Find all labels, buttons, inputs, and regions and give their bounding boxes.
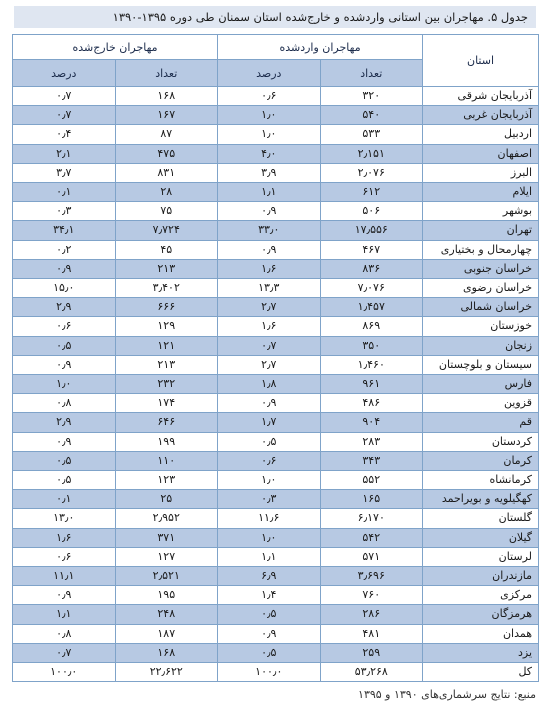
table-row (13, 624, 539, 643)
emigrants-count-cell: ۱۶۷ (115, 106, 218, 125)
emigrants-percent-cell: ۰٫۵ (13, 471, 116, 490)
emigrants-header: مهاجران خارج‌شده (13, 35, 218, 60)
province-cell: قم (423, 413, 539, 432)
table-row (13, 144, 539, 163)
immigrants-count-cell: ۲۵۹ (320, 643, 423, 662)
emigrants-count-header: تعداد (115, 60, 218, 87)
province-cell: کل (423, 663, 539, 682)
immigrants-count-cell: ۳۴۳ (320, 451, 423, 470)
emigrants-percent-cell: ۰٫۷ (13, 87, 116, 106)
emigrants-percent-cell: ۱۵٫۰ (13, 279, 116, 298)
emigrants-percent-cell: ۰٫۹ (13, 355, 116, 374)
emigrants-percent-cell: ۱٫۰ (13, 375, 116, 394)
immigrants-percent-cell: ۰٫۵ (218, 432, 321, 451)
immigrants-count-cell: ۳٫۶۹۶ (320, 567, 423, 586)
emigrants-percent-cell: ۱۳٫۰ (13, 509, 116, 528)
province-cell: کهگیلویه و بویراحمد (423, 490, 539, 509)
immigrants-count-header: تعداد (320, 60, 423, 87)
immigrants-percent-cell: ۱۰۰٫۰ (218, 663, 321, 682)
emigrants-count-cell: ۱۷۴ (115, 394, 218, 413)
province-cell: تهران (423, 221, 539, 240)
emigrants-percent-cell: ۲٫۱ (13, 144, 116, 163)
province-cell: گیلان (423, 528, 539, 547)
emigrants-count-cell: ۳۷۱ (115, 528, 218, 547)
emigrants-count-cell: ۳٫۴۰۲ (115, 279, 218, 298)
emigrants-count-cell: ۲۴۸ (115, 605, 218, 624)
table-row (13, 509, 539, 528)
table-row (13, 298, 539, 317)
immigrants-percent-cell: ۱٫۶ (218, 317, 321, 336)
emigrants-percent-header: درصد (13, 60, 116, 87)
immigrants-count-cell: ۲۸۳ (320, 432, 423, 451)
table-row (13, 106, 539, 125)
immigrants-percent-cell: ۳۳٫۰ (218, 221, 321, 240)
emigrants-count-cell: ۴۵ (115, 240, 218, 259)
table-row (13, 432, 539, 451)
emigrants-percent-cell: ۳۴٫۱ (13, 221, 116, 240)
emigrants-count-cell: ۸۳۱ (115, 163, 218, 182)
table-row (13, 528, 539, 547)
emigrants-count-cell: ۱۹۹ (115, 432, 218, 451)
emigrants-count-cell: ۶۶۶ (115, 298, 218, 317)
emigrants-count-cell: ۲۳۲ (115, 375, 218, 394)
immigrants-percent-cell: ۱٫۰ (218, 471, 321, 490)
table-row (13, 125, 539, 144)
emigrants-percent-cell: ۲٫۹ (13, 298, 116, 317)
table-row (13, 240, 539, 259)
immigrants-count-cell: ۱٫۴۵۷ (320, 298, 423, 317)
immigrants-percent-header: درصد (218, 60, 321, 87)
emigrants-percent-cell: ۰٫۳ (13, 202, 116, 221)
emigrants-percent-cell: ۰٫۹ (13, 259, 116, 278)
immigrants-header: مهاجران وارد‌شده (218, 35, 423, 60)
immigrants-percent-cell: ۰٫۹ (218, 394, 321, 413)
emigrants-percent-cell: ۱۰۰٫۰ (13, 663, 116, 682)
table-row (13, 375, 539, 394)
source-note: منبع: نتایج سرشماری‌های ۱۳۹۰ و ۱۳۹۵ (358, 688, 536, 701)
immigrants-percent-cell: ۱٫۰ (218, 106, 321, 125)
emigrants-percent-cell: ۱٫۱ (13, 605, 116, 624)
immigrants-percent-cell: ۰٫۳ (218, 490, 321, 509)
emigrants-percent-cell: ۰٫۲ (13, 240, 116, 259)
table-body (13, 87, 539, 682)
immigrants-percent-cell: ۱٫۱ (218, 547, 321, 566)
emigrants-count-cell: ۲۱۳ (115, 355, 218, 374)
immigrants-count-cell: ۲٫۱۵۱ (320, 144, 423, 163)
province-cell: لرستان (423, 547, 539, 566)
emigrants-count-cell: ۸۷ (115, 125, 218, 144)
immigrants-percent-cell: ۴٫۰ (218, 144, 321, 163)
table-row (13, 183, 539, 202)
immigrants-count-cell: ۳۵۰ (320, 336, 423, 355)
immigrants-percent-cell: ۱٫۷ (218, 413, 321, 432)
emigrants-count-cell: ۷٫۷۲۴ (115, 221, 218, 240)
immigrants-percent-cell: ۰٫۵ (218, 643, 321, 662)
immigrants-percent-cell: ۱٫۶ (218, 259, 321, 278)
emigrants-count-cell: ۴۷۵ (115, 144, 218, 163)
emigrants-count-cell: ۱۶۸ (115, 87, 218, 106)
province-cell: فارس (423, 375, 539, 394)
immigrants-count-cell: ۱۶۵ (320, 490, 423, 509)
emigrants-count-cell: ۲٫۵۲۱ (115, 567, 218, 586)
table-row (13, 163, 539, 182)
province-cell: گلستان (423, 509, 539, 528)
immigrants-percent-cell: ۰٫۹ (218, 202, 321, 221)
table-row (13, 605, 539, 624)
table-row (13, 547, 539, 566)
emigrants-percent-cell: ۰٫۵ (13, 336, 116, 355)
province-cell: خراسان شمالی (423, 298, 539, 317)
immigrants-percent-cell: ۱٫۰ (218, 528, 321, 547)
emigrants-count-cell: ۲۱۳ (115, 259, 218, 278)
province-cell: اصفهان (423, 144, 539, 163)
emigrants-count-cell: ۲۵ (115, 490, 218, 509)
table-row (13, 413, 539, 432)
province-cell: سیستان و بلوچستان (423, 355, 539, 374)
emigrants-percent-cell: ۰٫۴ (13, 125, 116, 144)
province-cell: آذربایجان شرقی (423, 87, 539, 106)
immigrants-percent-cell: ۰٫۹ (218, 624, 321, 643)
immigrants-percent-cell: ۱٫۱ (218, 183, 321, 202)
table-row (13, 202, 539, 221)
province-cell: بوشهر (423, 202, 539, 221)
immigrants-percent-cell: ۳٫۹ (218, 163, 321, 182)
province-cell: خراسان جنوبی (423, 259, 539, 278)
immigrants-count-cell: ۴۸۱ (320, 624, 423, 643)
province-cell: قزوین (423, 394, 539, 413)
emigrants-percent-cell: ۳٫۷ (13, 163, 116, 182)
immigrants-count-cell: ۲۸۶ (320, 605, 423, 624)
province-cell: البرز (423, 163, 539, 182)
emigrants-count-cell: ۲۸ (115, 183, 218, 202)
province-cell: خوزستان (423, 317, 539, 336)
emigrants-count-cell: ۲۲٫۶۲۲ (115, 663, 218, 682)
immigrants-percent-cell: ۰٫۶ (218, 451, 321, 470)
immigrants-count-cell: ۷۶۰ (320, 586, 423, 605)
table-row (13, 317, 539, 336)
province-cell: آذربایجان غربی (423, 106, 539, 125)
immigrants-count-cell: ۶۱۲ (320, 183, 423, 202)
immigrants-count-cell: ۵۷۱ (320, 547, 423, 566)
province-cell: ایلام (423, 183, 539, 202)
province-cell: مرکزی (423, 586, 539, 605)
immigrants-count-cell: ۵۵۲ (320, 471, 423, 490)
immigrants-percent-cell: ۲٫۷ (218, 355, 321, 374)
immigrants-count-cell: ۵۴۰ (320, 106, 423, 125)
province-cell: مازندران (423, 567, 539, 586)
emigrants-count-cell: ۱۲۳ (115, 471, 218, 490)
table-row (13, 394, 539, 413)
emigrants-percent-cell: ۰٫۷ (13, 106, 116, 125)
immigrants-count-cell: ۵۰۶ (320, 202, 423, 221)
table-row (13, 643, 539, 662)
immigrants-count-cell: ۲٫۰۷۶ (320, 163, 423, 182)
province-cell: اردبیل (423, 125, 539, 144)
table-row (13, 451, 539, 470)
province-cell: هرمزگان (423, 605, 539, 624)
emigrants-percent-cell: ۰٫۵ (13, 451, 116, 470)
immigrants-percent-cell: ۰٫۷ (218, 336, 321, 355)
immigrants-count-cell: ۹۶۱ (320, 375, 423, 394)
province-cell: یزد (423, 643, 539, 662)
province-cell: زنجان (423, 336, 539, 355)
immigrants-count-cell: ۸۶۹ (320, 317, 423, 336)
emigrants-count-cell: ۶۴۶ (115, 413, 218, 432)
emigrants-percent-cell: ۰٫۸ (13, 394, 116, 413)
emigrants-percent-cell: ۱۱٫۱ (13, 567, 116, 586)
immigrants-percent-cell: ۱٫۴ (218, 586, 321, 605)
table-row (13, 355, 539, 374)
emigrants-percent-cell: ۰٫۶ (13, 547, 116, 566)
immigrants-percent-cell: ۱۱٫۶ (218, 509, 321, 528)
emigrants-percent-cell: ۰٫۸ (13, 624, 116, 643)
emigrants-count-cell: ۱۲۷ (115, 547, 218, 566)
immigrants-percent-cell: ۱۳٫۳ (218, 279, 321, 298)
immigrants-percent-cell: ۰٫۶ (218, 87, 321, 106)
immigrants-percent-cell: ۲٫۷ (218, 298, 321, 317)
immigrants-count-cell: ۴۸۶ (320, 394, 423, 413)
emigrants-percent-cell: ۰٫۱ (13, 183, 116, 202)
table-caption: جدول ۵. مهاجران بین استانی وارد‌شده و خارج‌شده استان سمنان طی دوره ۱۳۹۵-۱۳۹۰ (14, 6, 536, 28)
immigrants-count-cell: ۵۳٫۲۶۸ (320, 663, 423, 682)
emigrants-percent-cell: ۰٫۶ (13, 317, 116, 336)
immigrants-percent-cell: ۶٫۹ (218, 567, 321, 586)
immigrants-count-cell: ۳۲۰ (320, 87, 423, 106)
table-row (13, 87, 539, 106)
immigrants-count-cell: ۷٫۰۷۶ (320, 279, 423, 298)
emigrants-percent-cell: ۰٫۹ (13, 432, 116, 451)
table-row (13, 471, 539, 490)
province-header: استان (423, 35, 539, 87)
table-row (13, 279, 539, 298)
immigrants-count-cell: ۱٫۴۶۰ (320, 355, 423, 374)
immigrants-count-cell: ۱۷٫۵۵۶ (320, 221, 423, 240)
table-row (13, 490, 539, 509)
province-cell: خراسان رضوی (423, 279, 539, 298)
total-row (13, 663, 539, 682)
emigrants-percent-cell: ۱٫۶ (13, 528, 116, 547)
emigrants-count-cell: ۱۱۰ (115, 451, 218, 470)
province-cell: کرمان (423, 451, 539, 470)
emigrants-count-cell: ۱۲۱ (115, 336, 218, 355)
emigrants-count-cell: ۱۶۸ (115, 643, 218, 662)
table-row (13, 567, 539, 586)
migration-table (12, 34, 539, 682)
province-cell: کرمانشاه (423, 471, 539, 490)
emigrants-percent-cell: ۰٫۷ (13, 643, 116, 662)
immigrants-percent-cell: ۱٫۸ (218, 375, 321, 394)
immigrants-count-cell: ۹۰۴ (320, 413, 423, 432)
emigrants-percent-cell: ۰٫۱ (13, 490, 116, 509)
emigrants-count-cell: ۱۹۵ (115, 586, 218, 605)
emigrants-percent-cell: ۰٫۹ (13, 586, 116, 605)
immigrants-percent-cell: ۰٫۵ (218, 605, 321, 624)
immigrants-count-cell: ۵۴۲ (320, 528, 423, 547)
immigrants-count-cell: ۵۳۳ (320, 125, 423, 144)
emigrants-count-cell: ۱۸۷ (115, 624, 218, 643)
emigrants-count-cell: ۷۵ (115, 202, 218, 221)
immigrants-count-cell: ۶٫۱۷۰ (320, 509, 423, 528)
province-cell: همدان (423, 624, 539, 643)
immigrants-count-cell: ۸۳۶ (320, 259, 423, 278)
table-row (13, 336, 539, 355)
table-row (13, 586, 539, 605)
emigrants-percent-cell: ۲٫۹ (13, 413, 116, 432)
table-row (13, 259, 539, 278)
province-cell: کردستان (423, 432, 539, 451)
province-cell: چهارمحال و بختیاری (423, 240, 539, 259)
immigrants-count-cell: ۴۶۷ (320, 240, 423, 259)
emigrants-count-cell: ۱۲۹ (115, 317, 218, 336)
immigrants-percent-cell: ۰٫۹ (218, 240, 321, 259)
emigrants-count-cell: ۲٫۹۵۲ (115, 509, 218, 528)
immigrants-percent-cell: ۱٫۰ (218, 125, 321, 144)
table-row (13, 221, 539, 240)
